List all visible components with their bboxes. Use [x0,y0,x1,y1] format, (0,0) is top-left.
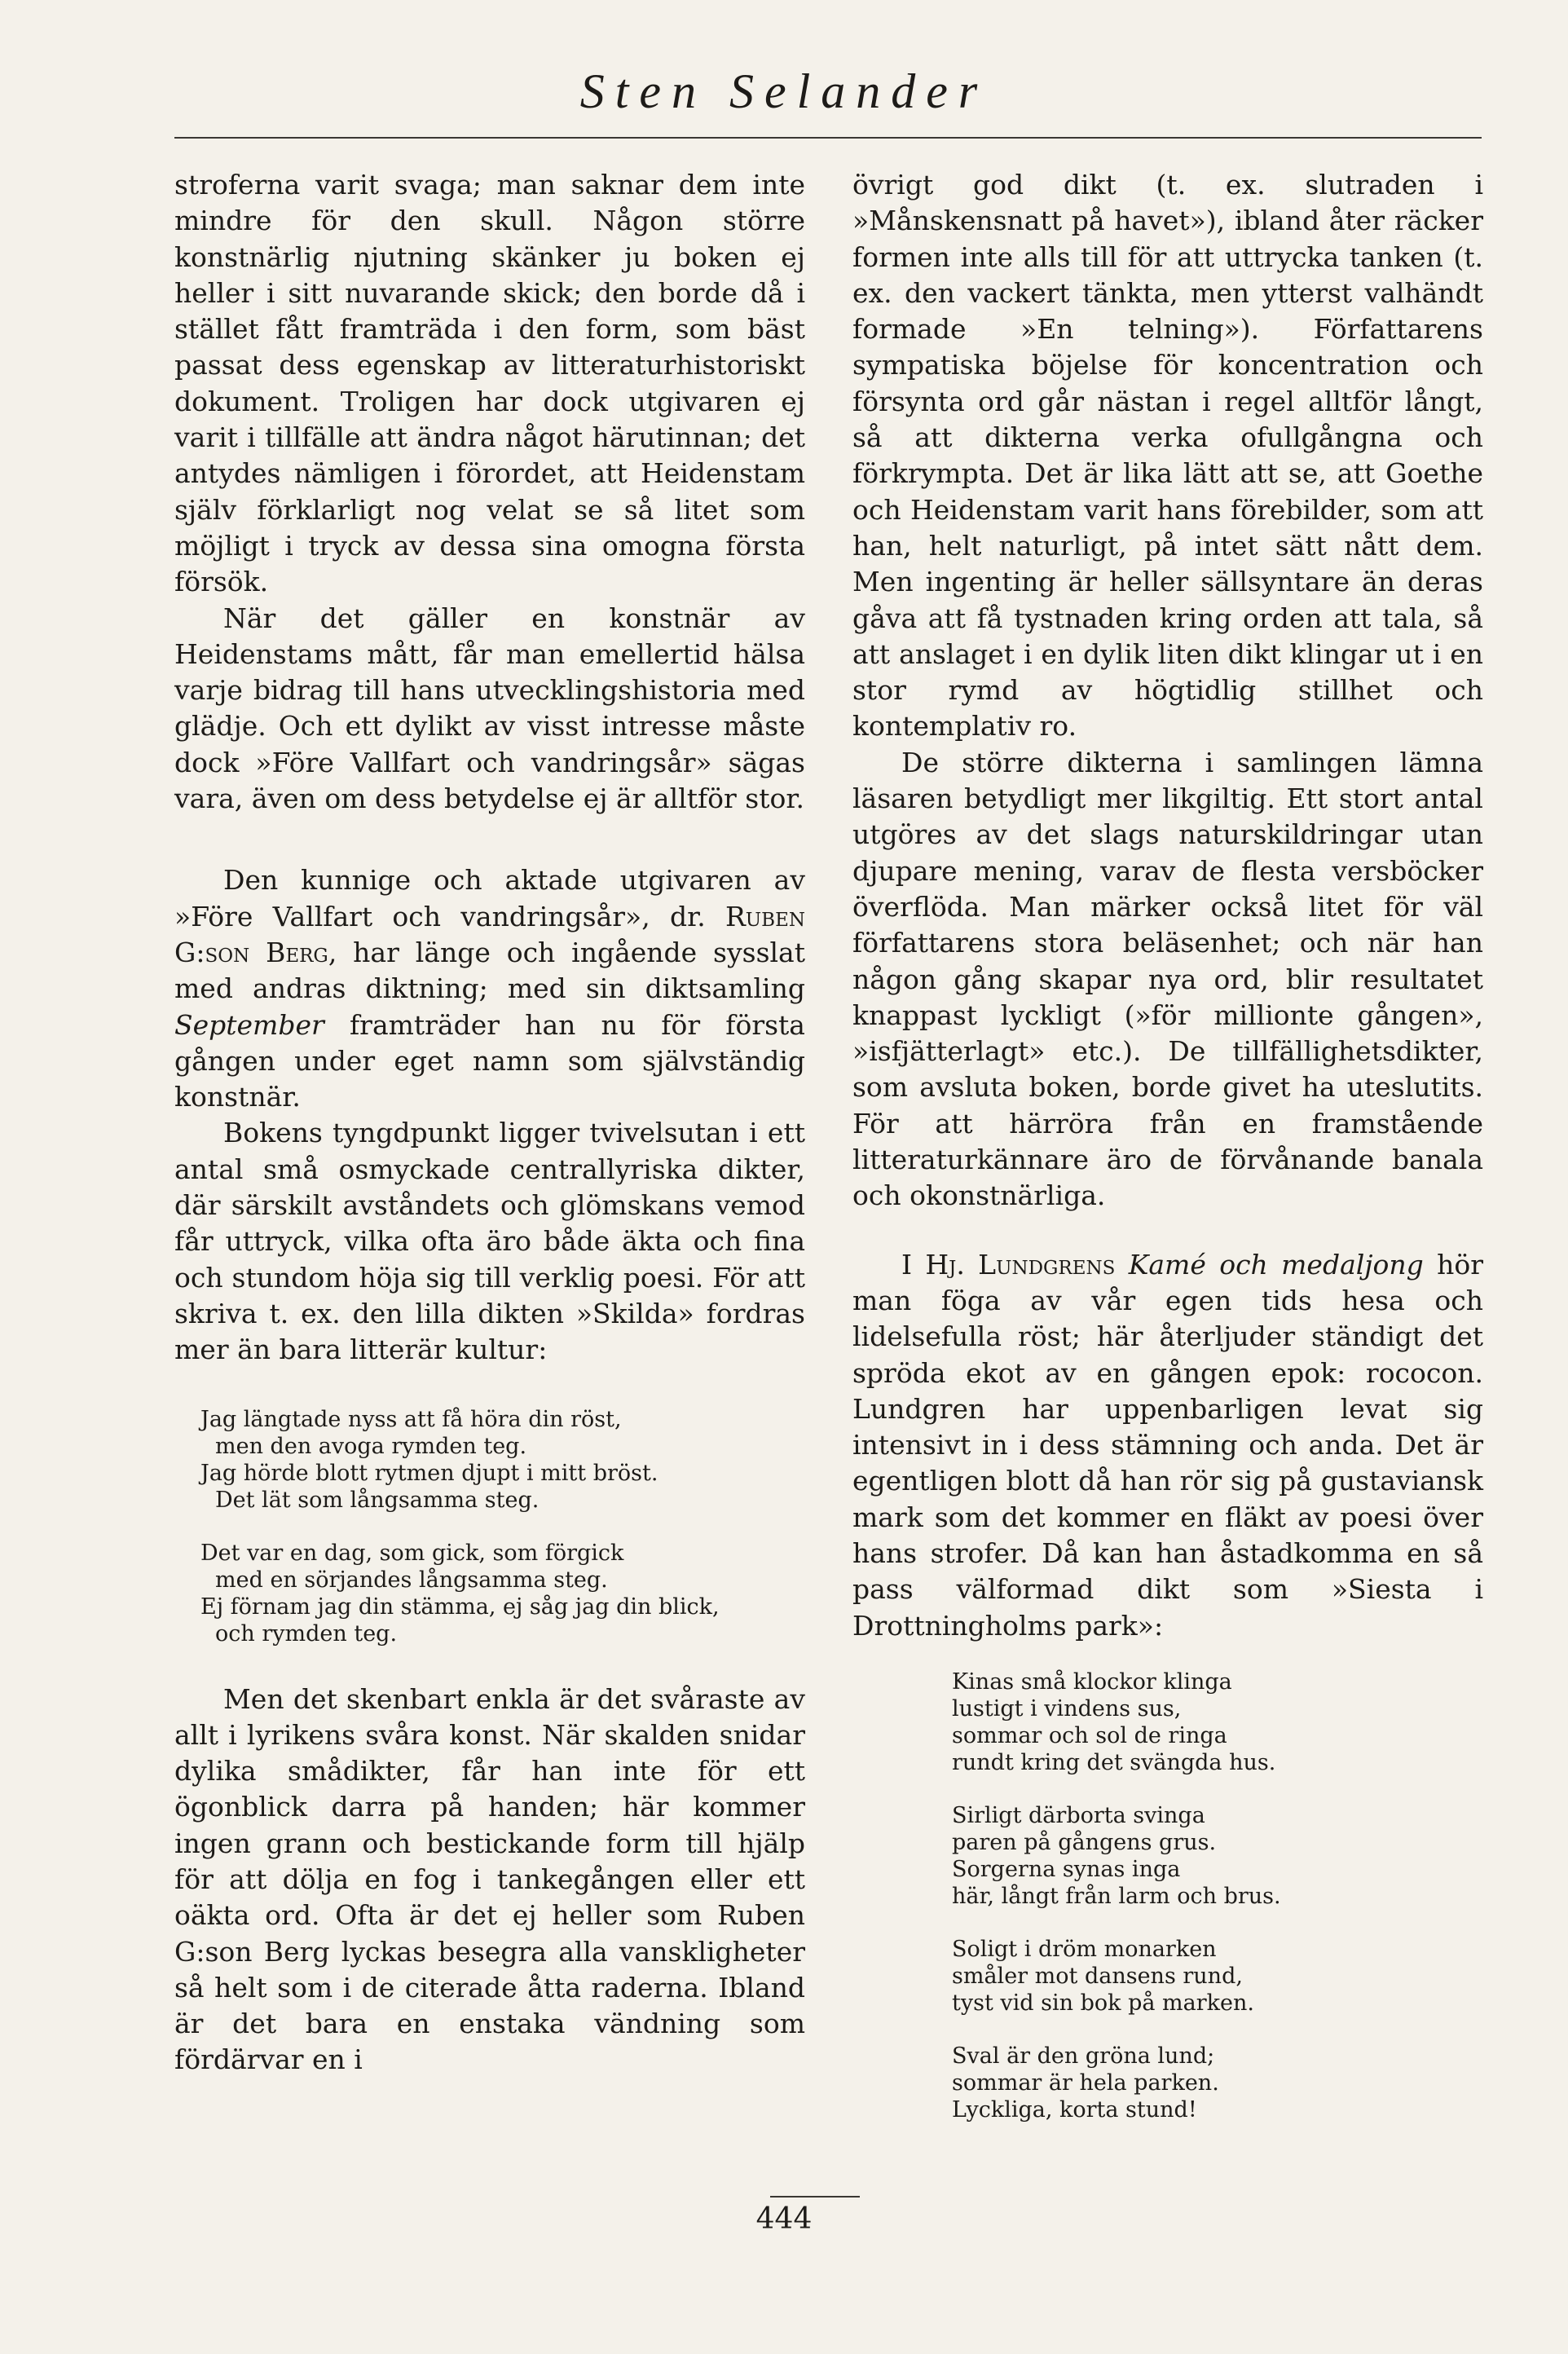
poem-line: Soligt i dröm monarken [952,1936,1217,1962]
running-header: Sten Selander [579,64,989,118]
book-title-kame-och-medaljong: Kamé och medaljong [1128,1248,1424,1281]
poem-stanza [952,1669,1483,1776]
poem-line: rundt kring det svängda hus. [952,1749,1276,1775]
right-paragraph-3-text-b [1115,1249,1128,1281]
left-paragraph-1: stroferna varit svaga; man saknar dem inte mindre för den skull. Någon större konstnärlig njutning skänker ju boken ej heller i sitt nuvarande skick; den borde då i stället fått framträda i den form, som bäst passat dess egenskap av litteraturhistoriskt dokument. Troligen har dock utgivaren ej varit i tillfälle att ändra något härutinnan; det antydes nämligen i förordet, att Heidenstam själv förklarligt nog velat se så litet som möjligt i tryck av dessa sina omogna första försök. [174,169,805,598]
poem-line: Sval är den gröna lund; [952,2043,1215,2069]
poem-line: tyst vid sin bok på marken. [952,1990,1254,2016]
left-paragraph-4: Bokens tyngdpunkt ligger tvivelsutan i ett antal små osmyckade centrallyriska dikter, där särskilt avståndets och glömskans vemod får uttryck, vilka ofta äro både äkta och fina och stundom höja sig till verklig poesi. För att skriva t. ex. den lilla dikten »Skilda» fordras mer än bara litterär kultur: [174,1117,805,1366]
poem-stanza [952,2043,1483,2123]
poem-line: och rymden teg. [215,1620,398,1646]
left-column [174,167,805,2078]
poem-stanza [952,1936,1483,2017]
poem-skilda [200,1406,805,1647]
poem-line: Sirligt därborta svinga [952,1802,1205,1828]
poem-stanza [200,1540,805,1647]
left-paragraph-3-text-a: Den kunnige och aktade utgivaren av »Före Vallfart och vandringsår», dr. [174,864,805,932]
left-paragraph-3 [174,862,805,1115]
poem-line: småler mot dansens rund, [952,1963,1243,1989]
right-paragraph-3-text-c: hör man föga av vår egen tids hesa och lidelsefulla röst; här återljuder ständigt det spröda ekot av en gången epok: rococon. Lundgren har uppenbarligen levat sig intensivt in i dess stämning och anda. Det är egentligen blott då han rör sig på gustaviansk mark som det kommer en fläkt av poesi över hans strofer. Då kan han åstadkomma en så pass välformad dikt som »Siesta i Drottningholms park»: [852,1248,1483,1642]
right-paragraph-1: övrigt god dikt (t. ex. slutraden i »Månskensnatt på havet»), ibland åter räcker formen inte alls till för att uttrycka tanken (t. ex. den vackert tänkta, men ytterst valhändt formade »En telning»). Författarens sympatiska böjelse för koncentration och försynta ord går nästan i regel alltför långt, så att dikterna verka ofullgångna och förkrympta. Det är lika lätt att se, att Goethe och Heidenstam varit hans förebilder, som att han, helt naturligt, på intet sätt nått dem. Men ingenting är heller sällsyntare än deras gåva att få tystnaden kring orden att tala, så att anslaget i en dylik liten dikt klingar ut i en stor rymd av högtidlig stillhet och kontemplativ ro. [852,169,1483,743]
header-rule [174,137,1482,139]
right-paragraph-2: De större dikterna i samlingen lämna läsaren betydligt mer likgiltig. Ett stort antal utgöres av det slags naturskildringar utan djupare mening, varav de flesta versböcker överflöda. Man märker också litet för väl författarens stora beläsenhet; och när han någon gång skapar nya ord, blir resultatet knappast lyckligt (»för millionte gången», »isfjätterlagt» etc.). De tillfällighetsdikter, som avsluta boken, borde givet ha uteslutits. För att härröra från en framstående litteraturkännare äro de förvånande banala och okonstnärliga. [852,746,1483,1212]
poem-line: Jag hörde blott rytmen djupt i mitt bröst. [200,1460,658,1486]
poem-line: med en sörjandes långsamma steg. [215,1567,608,1593]
left-paragraph-3-text-b: , har länge och ingående sysslat med andras diktning; med sin diktsamling [174,936,805,1005]
poem-line: Det var en dag, som gick, som förgick [200,1540,624,1566]
poem-line: sommar och sol de ringa [952,1722,1227,1748]
author-name-ruben-berg: Ruben G:son Berg [174,900,805,968]
poem-line: Lyckliga, korta stund! [952,2096,1197,2123]
poem-line: sommar är hela parken. [952,2070,1219,2096]
poem-line: Jag längtade nyss att få höra din röst, [200,1406,622,1432]
page-number: 444 [755,2202,813,2236]
left-paragraph-5: Men det skenbart enkla är det svåraste av allt i lyrikens svåra konst. När skalden snidar dylika smådikter, får han inte för ett ögonblick darra på handen; här kommer ingen grann och bestickande form till hjälp för att dölja en fog i tankegången eller ett oäkta ord. Ofta är det ej heller som Ruben G:son Berg lyckas besegra alla vanskligheter så helt som i de citerade åtta raderna. Ibland är det bara en enstaka vändning som fördärvar en i [174,1682,805,2076]
poem-line: Kinas små klockor klinga [952,1669,1232,1695]
left-paragraph-3-text-c: framträder han nu för första gången under eget namn som självständig konstnär. [174,1008,805,1113]
poem-siesta [952,1669,1483,2123]
poem-line: här, långt från larm och brus. [952,1883,1281,1909]
right-column [852,167,1483,2123]
poem-line: paren på gångens grus. [952,1829,1217,1855]
page-number-rule [770,2196,860,2198]
poem-line: lustigt i vindens sus, [952,1695,1182,1721]
poem-stanza [952,1802,1483,1910]
poem-stanza [200,1406,805,1514]
poem-line: Sorgerna synas inga [952,1856,1181,1882]
poem-line: men den avoga rymden teg. [215,1433,527,1459]
right-paragraph-3 [852,1247,1483,1644]
author-name-lundgren: Hj. Lundgrens [925,1248,1116,1281]
left-paragraph-2: När det gäller en konstnär av Heidenstams mått, får man emellertid hälsa varje bidrag till hans utvecklingshistoria med glädje. Och ett dylikt av visst intresse måste dock »Före Vallfart och vandringsår» sägas vara, även om dess betydelse ej är alltför stor. [174,602,805,815]
right-paragraph-3-text-a: I [901,1248,926,1281]
poem-line: Det lät som långsamma steg. [215,1487,540,1513]
poem-line: Ej förnam jag din stämma, ej såg jag din blick, [200,1594,720,1620]
book-title-september: September [174,1008,324,1041]
